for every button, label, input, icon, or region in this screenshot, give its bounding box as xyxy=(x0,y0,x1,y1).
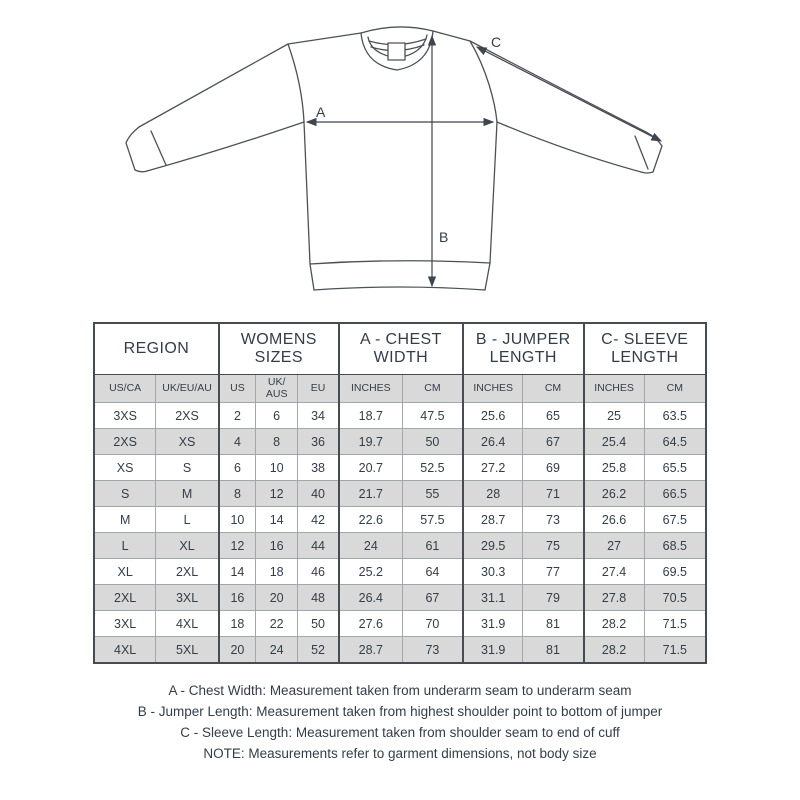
size-cell: 27.2 xyxy=(463,455,523,481)
size-cell: 66.5 xyxy=(644,481,706,507)
size-cell: 34 xyxy=(298,403,339,429)
right-cuff xyxy=(641,132,662,173)
size-cell: 26.4 xyxy=(339,585,403,611)
size-cell: 81 xyxy=(523,611,584,637)
size-cell: 63.5 xyxy=(644,403,706,429)
subheader-uk-eu-au: UK/EU/AU xyxy=(156,375,219,403)
label-c: C xyxy=(491,34,502,50)
size-cell: 27.8 xyxy=(584,585,645,611)
right-shoulder-seam xyxy=(433,31,470,41)
table-row xyxy=(94,559,706,585)
size-cell: 21.7 xyxy=(339,481,403,507)
size-cell: 71.5 xyxy=(644,637,706,664)
neck-tag xyxy=(388,43,405,60)
size-cell: 6 xyxy=(256,403,298,429)
size-cell: 68.5 xyxy=(644,533,706,559)
size-cell: 4XL xyxy=(94,637,156,664)
label-a: A xyxy=(316,104,326,120)
size-cell: 27.4 xyxy=(584,559,645,585)
size-cell: 28.7 xyxy=(339,637,403,664)
size-cell: 8 xyxy=(219,481,256,507)
group-header-jumper-length: B - JUMPER LENGTH xyxy=(463,323,584,375)
size-cell: 27 xyxy=(584,533,645,559)
size-cell: 61 xyxy=(402,533,463,559)
size-cell: 42 xyxy=(298,507,339,533)
size-cell: 22.6 xyxy=(339,507,403,533)
size-cell: 20.7 xyxy=(339,455,403,481)
size-cell: 14 xyxy=(219,559,256,585)
table-row xyxy=(94,637,706,664)
size-table xyxy=(93,322,707,664)
size-cell: M xyxy=(94,507,156,533)
jumper-diagram-svg xyxy=(0,0,800,310)
size-cell: 25.8 xyxy=(584,455,645,481)
size-cell: 18 xyxy=(219,611,256,637)
group-header-womens-sizes: WOMENS SIZES xyxy=(219,323,339,375)
left-sleeve-bottom-edge xyxy=(147,122,304,171)
size-cell: 25.6 xyxy=(463,403,523,429)
body-right-side xyxy=(490,122,497,263)
size-cell: S xyxy=(156,455,219,481)
size-cell: 50 xyxy=(298,611,339,637)
size-cell: 2XS xyxy=(94,429,156,455)
size-cell: 16 xyxy=(219,585,256,611)
subheader-b-cm: CM xyxy=(523,375,584,403)
size-cell: 26.6 xyxy=(584,507,645,533)
group-header-sleeve-length: C- SLEEVE LENGTH xyxy=(584,323,706,375)
size-cell: 19.7 xyxy=(339,429,403,455)
size-cell: 3XL xyxy=(94,611,156,637)
size-cell: 3XS xyxy=(94,403,156,429)
size-cell: L xyxy=(156,507,219,533)
label-b: B xyxy=(439,229,449,245)
size-cell: 31.9 xyxy=(463,611,523,637)
size-cell: 28.2 xyxy=(584,637,645,664)
size-cell: 69.5 xyxy=(644,559,706,585)
table-row xyxy=(94,611,706,637)
size-cell: 28.2 xyxy=(584,611,645,637)
body-left-side xyxy=(304,122,310,264)
size-cell: 70 xyxy=(402,611,463,637)
size-cell: 26.2 xyxy=(584,481,645,507)
size-cell: 44 xyxy=(298,533,339,559)
size-cell: 73 xyxy=(402,637,463,664)
size-cell: 64 xyxy=(402,559,463,585)
group-header-chest-width: A - CHEST WIDTH xyxy=(339,323,463,375)
size-cell: 24 xyxy=(256,637,298,664)
size-cell: 26.4 xyxy=(463,429,523,455)
size-cell: 20 xyxy=(219,637,256,664)
table-row xyxy=(94,403,706,429)
subheader-b-inches: INCHES xyxy=(463,375,523,403)
note-garment-dimensions: NOTE: Measurements refer to garment dimensions, not body size xyxy=(203,746,597,761)
subheader-eu: EU xyxy=(298,375,339,403)
size-cell: 12 xyxy=(219,533,256,559)
table-row xyxy=(94,481,706,507)
size-cell: 36 xyxy=(298,429,339,455)
collar-top-edge xyxy=(361,27,433,33)
jumper-outline xyxy=(126,27,662,290)
size-cell: 64.5 xyxy=(644,429,706,455)
size-cell: S xyxy=(94,481,156,507)
size-cell: 12 xyxy=(256,481,298,507)
size-table-body xyxy=(94,403,706,664)
size-cell: 25 xyxy=(584,403,645,429)
size-cell: 16 xyxy=(256,533,298,559)
size-cell: 31.1 xyxy=(463,585,523,611)
table-row xyxy=(94,533,706,559)
size-cell: 70.5 xyxy=(644,585,706,611)
size-cell: 65.5 xyxy=(644,455,706,481)
size-cell: 20 xyxy=(256,585,298,611)
right-sleeve-bottom-edge xyxy=(497,122,641,172)
size-cell: 28.7 xyxy=(463,507,523,533)
subheader-c-cm: CM xyxy=(644,375,706,403)
measurement-arrows xyxy=(307,36,661,286)
left-cuff-seam xyxy=(151,131,166,165)
subheader-uk-aus: UK/ AUS xyxy=(256,375,298,403)
hem-bottom-edge xyxy=(314,287,485,290)
size-cell: 52 xyxy=(298,637,339,664)
size-cell: 14 xyxy=(256,507,298,533)
size-cell: 67.5 xyxy=(644,507,706,533)
size-cell: XL xyxy=(94,559,156,585)
size-cell: 57.5 xyxy=(402,507,463,533)
subheader-us-ca: US/CA xyxy=(94,375,156,403)
table-row xyxy=(94,455,706,481)
table-group-header-row xyxy=(94,323,706,375)
size-cell: 77 xyxy=(523,559,584,585)
size-cell: 18.7 xyxy=(339,403,403,429)
note-jumper-length: B - Jumper Length: Measurement taken from highest shoulder point to bottom of jumper xyxy=(137,704,663,719)
hem-left-edge xyxy=(310,264,314,290)
size-cell: 40 xyxy=(298,481,339,507)
size-cell: 2 xyxy=(219,403,256,429)
left-shoulder-seam xyxy=(288,33,361,44)
size-cell: 71.5 xyxy=(644,611,706,637)
size-cell: 52.5 xyxy=(402,455,463,481)
size-cell: 4XL xyxy=(156,611,219,637)
size-cell: 28 xyxy=(463,481,523,507)
group-header-region: REGION xyxy=(94,323,219,375)
size-cell: XS xyxy=(94,455,156,481)
size-cell: 71 xyxy=(523,481,584,507)
size-cell: 30.3 xyxy=(463,559,523,585)
size-cell: 25.4 xyxy=(584,429,645,455)
size-cell: 6 xyxy=(219,455,256,481)
table-subheader-row xyxy=(94,375,706,403)
subheader-c-inches: INCHES xyxy=(584,375,645,403)
size-cell: XS xyxy=(156,429,219,455)
table-row xyxy=(94,507,706,533)
subheader-a-cm: CM xyxy=(402,375,463,403)
subheader-a-inches: INCHES xyxy=(339,375,403,403)
size-cell: XL xyxy=(156,533,219,559)
note-chest-width: A - Chest Width: Measurement taken from underarm seam to underarm seam xyxy=(168,683,632,698)
left-cuff xyxy=(126,127,147,172)
size-cell: 3XL xyxy=(156,585,219,611)
size-cell: 67 xyxy=(402,585,463,611)
size-cell: 67 xyxy=(523,429,584,455)
size-cell: 2XS xyxy=(156,403,219,429)
size-cell: 75 xyxy=(523,533,584,559)
left-sleeve-top-edge xyxy=(139,44,288,127)
size-cell: 73 xyxy=(523,507,584,533)
hem-top-edge xyxy=(310,261,490,264)
size-cell: 5XL xyxy=(156,637,219,664)
size-cell: 8 xyxy=(256,429,298,455)
size-cell: 2XL xyxy=(156,559,219,585)
size-cell: 22 xyxy=(256,611,298,637)
sleeve-length-arrow xyxy=(477,47,661,141)
size-cell: 38 xyxy=(298,455,339,481)
size-cell: 55 xyxy=(402,481,463,507)
size-cell: 29.5 xyxy=(463,533,523,559)
left-armhole-seam xyxy=(288,44,304,122)
size-cell: 48 xyxy=(298,585,339,611)
table-row xyxy=(94,429,706,455)
size-cell: 10 xyxy=(256,455,298,481)
size-cell: 47.5 xyxy=(402,403,463,429)
measurement-labels xyxy=(316,34,501,245)
size-cell: 18 xyxy=(256,559,298,585)
size-cell: 10 xyxy=(219,507,256,533)
size-cell: 31.9 xyxy=(463,637,523,664)
table-row xyxy=(94,585,706,611)
size-cell: 4 xyxy=(219,429,256,455)
jumper-diagram xyxy=(0,0,800,310)
note-sleeve-length: C - Sleeve Length: Measurement taken from shoulder seam to end of cuff xyxy=(180,725,620,740)
subheader-us: US xyxy=(219,375,256,403)
size-cell: 79 xyxy=(523,585,584,611)
measurement-notes xyxy=(0,680,800,764)
size-cell: 24 xyxy=(339,533,403,559)
size-cell: 81 xyxy=(523,637,584,664)
size-cell: M xyxy=(156,481,219,507)
size-cell: 69 xyxy=(523,455,584,481)
hem-right-edge xyxy=(485,263,490,290)
size-cell: 50 xyxy=(402,429,463,455)
right-cuff-seam xyxy=(635,136,648,169)
size-cell: L xyxy=(94,533,156,559)
size-cell: 25.2 xyxy=(339,559,403,585)
size-cell: 2XL xyxy=(94,585,156,611)
size-cell: 46 xyxy=(298,559,339,585)
size-cell: 27.6 xyxy=(339,611,403,637)
size-cell: 65 xyxy=(523,403,584,429)
